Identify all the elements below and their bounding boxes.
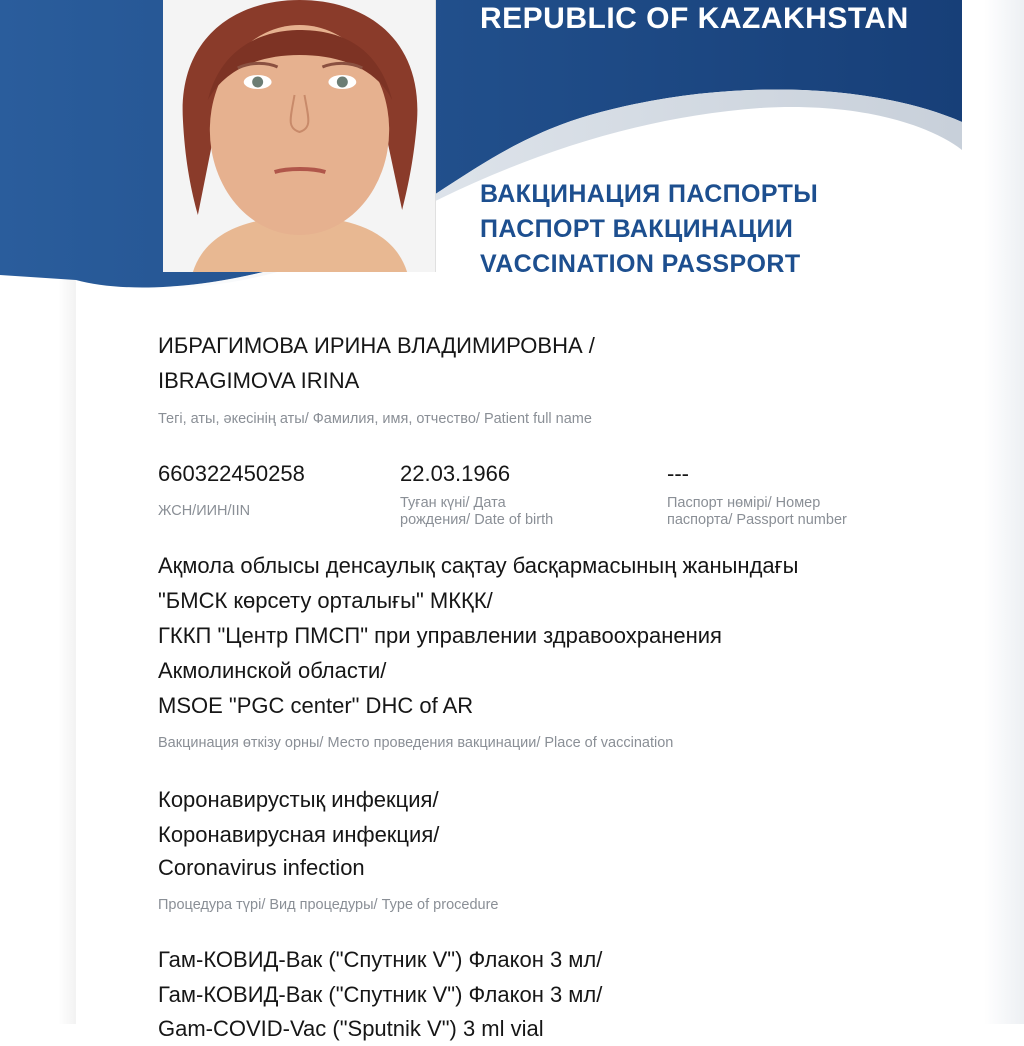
procedure-line-1: Коронавирустық инфекция/ — [158, 787, 439, 812]
dob-label-line1: Туған күні/ Дата — [400, 495, 506, 511]
title-english: VACCINATION PASSPORT — [480, 250, 801, 278]
country-title: REPUBLIC OF KAZAKHSTAN — [480, 2, 909, 35]
patient-name-en: IBRAGIMOVA IRINA — [158, 368, 360, 393]
procedure-label: Процедура түрі/ Вид процедуры/ Type of procedure — [158, 897, 499, 913]
iin-value: 660322450258 — [158, 461, 305, 486]
place-label: Вакцинация өткізу орны/ Место проведения вакцинации/ Place of vaccination — [158, 735, 674, 751]
passport-number-value: --- — [667, 461, 689, 486]
procedure-line-2: Коронавирусная инфекция/ — [158, 822, 440, 847]
place-line-4: Акмолинской области/ — [158, 658, 387, 683]
passport-label-line2: паспорта/ Passport number — [667, 512, 847, 528]
vaccine-line-3: Gam-COVID-Vac ("Sputnik V") 3 ml vial — [158, 1016, 544, 1041]
iin-label: ЖСН/ИИН/IIN — [158, 503, 251, 519]
title-russian: ПАСПОРТ ВАКЦИНАЦИИ — [480, 215, 794, 243]
vaccine-line-1: Гам-КОВИД-Вак ("Спутник V") Флакон 3 мл/ — [158, 947, 603, 972]
place-line-2: "БМСК көрсету орталығы" МКҚК/ — [158, 588, 493, 613]
passport-label-line1: Паспорт нөмірі/ Номер — [667, 495, 821, 511]
patient-photo — [163, 0, 436, 272]
patient-name-ru: ИБРАГИМОВА ИРИНА ВЛАДИМИРОВНА / — [158, 333, 595, 358]
dob-value: 22.03.1966 — [400, 461, 511, 486]
dob-label-line2: рождения/ Date of birth — [400, 512, 554, 528]
title-kazakh: ВАКЦИНАЦИЯ ПАСПОРТЫ — [480, 180, 819, 208]
header-band — [0, 0, 1024, 330]
procedure-line-3: Coronavirus infection — [158, 855, 365, 880]
place-line-5: MSOE "PGC center" DHC of AR — [158, 693, 474, 718]
patient-name-label: Тегі, аты, әкесінің аты/ Фамилия, имя, отчество/ Patient full name — [158, 411, 592, 427]
place-line-1: Ақмола облысы денсаулық сақтау басқармасының жанындағы — [158, 553, 799, 578]
vaccine-line-2: Гам-КОВИД-Вак ("Спутник V") Флакон 3 мл/ — [158, 982, 603, 1007]
place-line-3: ГККП "Центр ПМСП" при управлении здравоохранения — [158, 623, 722, 648]
